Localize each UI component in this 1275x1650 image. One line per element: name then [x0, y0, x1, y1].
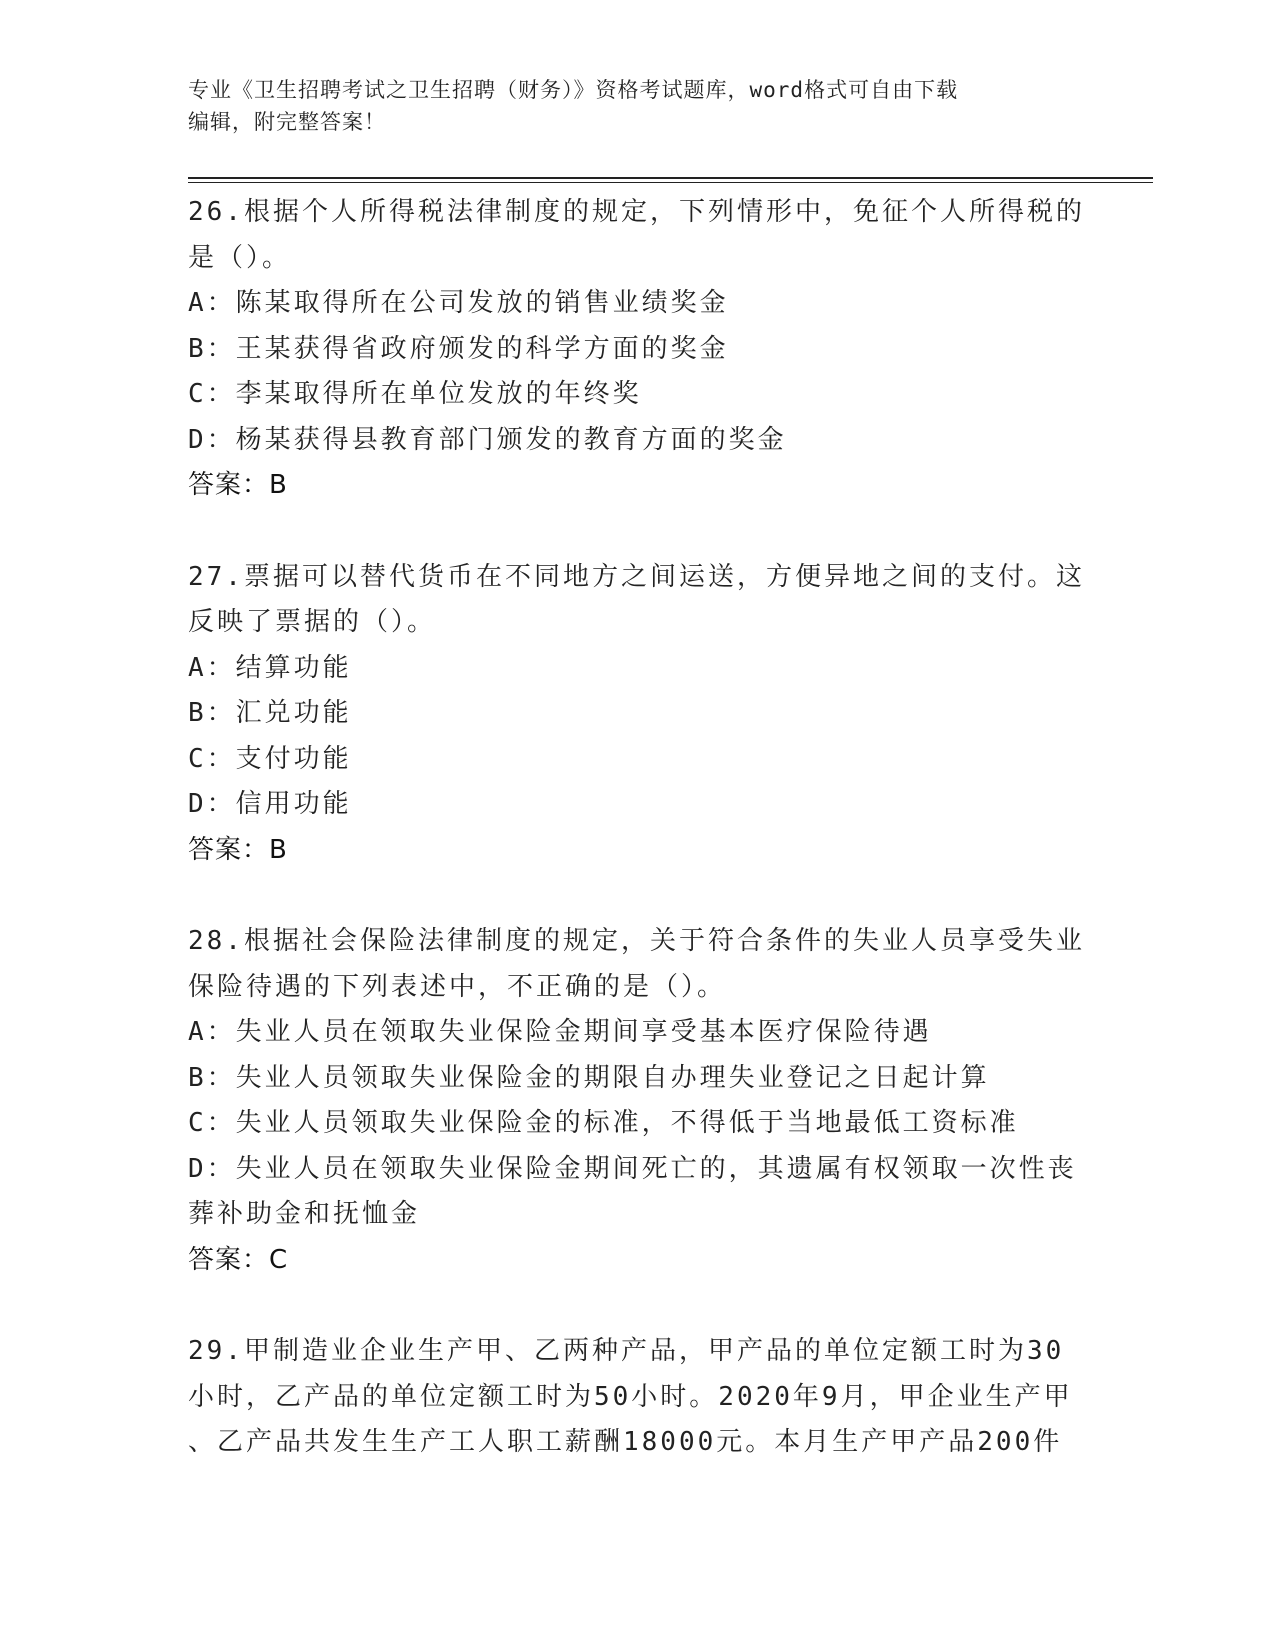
- stem-line: 保险待遇的下列表述中，不正确的是（）。: [188, 971, 727, 1002]
- option-c: C：失业人员领取失业保险金的标准，不得低于当地最低工资标准: [188, 1108, 1019, 1138]
- question-27: [188, 555, 1088, 874]
- stem-line: 26.根据个人所得税法律制度的规定，下列情形中，免征个人所得税的: [188, 197, 1085, 227]
- stem-line: 28.根据社会保险法律制度的规定，关于符合条件的失业人员享受失业: [188, 926, 1085, 956]
- document-header: [188, 74, 1088, 138]
- header-divider-thin: [188, 182, 1153, 183]
- option-a: A：失业人员在领取失业保险金期间享受基本医疗保险待遇: [188, 1017, 932, 1047]
- header-line-2: 编辑，附完整答案！: [188, 110, 386, 134]
- stem-line: 是（）。: [188, 242, 292, 273]
- option-c: C：李某取得所在单位发放的年终奖: [188, 379, 642, 409]
- option-b: B：汇兑功能: [188, 698, 352, 728]
- question-28: [188, 919, 1088, 1283]
- stem-line: 小时，乙产品的单位定额工时为50小时。2020年9月，甲企业生产甲: [188, 1381, 1073, 1412]
- stem-line: 反映了票据的（）。: [188, 607, 437, 637]
- stem-line: 29.甲制造业企业生产甲、乙两种产品，甲产品的单位定额工时为30: [188, 1336, 1065, 1366]
- answer-label: 答案：B: [188, 834, 288, 865]
- option-b: B：失业人员领取失业保险金的期限自办理失业登记之日起计算: [188, 1062, 990, 1093]
- option-d: D：失业人员在领取失业保险金期间死亡的，其遗属有权领取一次性丧: [188, 1153, 1077, 1184]
- option-d: D：信用功能: [188, 789, 352, 819]
- option-b: B：王某获得省政府颁发的科学方面的奖金: [188, 333, 729, 364]
- option-a: A：结算功能: [188, 652, 352, 683]
- question-stem: [188, 190, 1088, 281]
- answer-label: 答案：C: [188, 1244, 289, 1275]
- header-line-1: 专业《卫生招聘考试之卫生招聘（财务）》资格考试题库，word格式可自由下载: [188, 78, 959, 102]
- option-d-continued: 葬补助金和抚恤金: [188, 1199, 421, 1229]
- question-stem: [188, 555, 1088, 646]
- option-a: A：陈某取得所在公司发放的销售业绩奖金: [188, 288, 729, 318]
- question-stem: [188, 1329, 1088, 1466]
- option-d: D：杨某获得县教育部门颁发的教育方面的奖金: [188, 424, 787, 455]
- question-29: [188, 1329, 1088, 1466]
- question-stem: [188, 919, 1088, 1010]
- question-26: [188, 190, 1088, 509]
- question-list: [188, 190, 1088, 1466]
- stem-line: 27.票据可以替代货币在不同地方之间运送，方便异地之间的支付。这: [188, 561, 1085, 592]
- header-divider-thick: [188, 177, 1153, 179]
- answer-label: 答案：B: [188, 470, 288, 500]
- stem-line: 、乙产品共发生生产工人职工薪酬18000元。本月生产甲产品200件: [188, 1427, 1063, 1457]
- option-c: C：支付功能: [188, 743, 352, 774]
